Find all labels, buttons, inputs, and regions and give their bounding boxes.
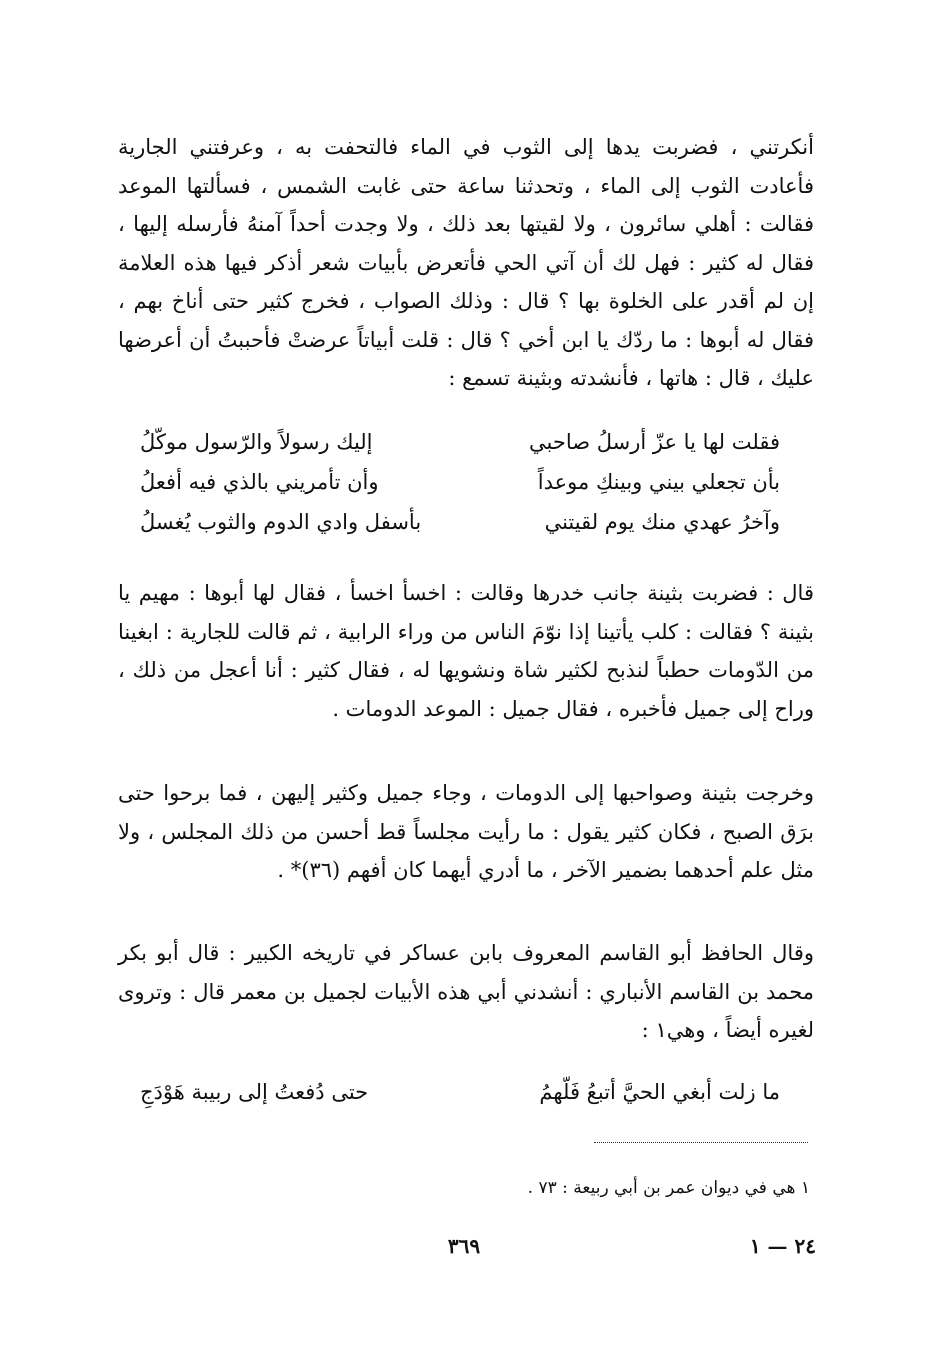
verse-second-hemistich: بأسفل وادي الدوم والثوب يُغسلُ [140, 510, 422, 534]
footnote: ١ هي في ديوان عمر بن أبي ربيعة : ٧٣ . [527, 1178, 810, 1198]
paragraph-text: قال : فضربت بثينة جانب خدرها وقالت : اخسأ اخسأ ، فقال لها أبوها : مهيم يا بثينة ؟ فقالت : كلب يأتينا إذا نوّمَ الناس من وراء الرابية ، ثم قالت للجارية : ابغينا من الدّومات حطباً لنذبح لكثير شاة ونشويها له ، فقال كثير : أنا أعجل من ذلك ، وراح إلى جميل فأخبره ، فقال جميل : الموعد الدومات . [118, 581, 814, 721]
verse-second-hemistich: حتى دُفعتُ إلى ربيبة هَوْدَجِ [140, 1080, 369, 1104]
verse-line [140, 1080, 780, 1120]
paragraph-text: وخرجت بثينة وصواحبها إلى الدومات ، وجاء جميل وكثير إليهن ، فما برحوا حتى برَق الصبح ، فكان كثير يقول : ما رأيت مجلساً قط أحسن من ذلك المجلس ، ولا مثل علم أحدهما بضمير الآخر ، ما أدري أيهما كان أفهم (٣٦)* . [118, 781, 814, 882]
paragraph-text: أنكرتني ، فضربت يدها إلى الثوب في الماء فالتحفت به ، وعرفتني الجارية فأعادت الثوب إلى الماء ، وتحدثنا ساعة حتى غابت الشمس ، فسألتها الموعد فقالت : أهلي سائرون ، ولا لقيتها بعد ذلك ، ولا وجدت أحداً آمنهُ فأرسله إليها ، فقال له كثير : فهل لك أن آتي الحي فأتعرض بأبيات شعر أذكر فيها هذه العلامة إن لم أقدر على الخلوة بها ؟ قال : وذلك الصواب ، فخرج كثير حتى أناخ بهم ، فقال له أبوها : ما ردّك يا ابن أخي ؟ قال : قلت أبياتاً عرضتْ فأحببتُ أن أعرضها عليك ، قال : هاتها ، فأنشدته وبثينة تسمع : [118, 135, 814, 390]
paragraph-4 [118, 934, 814, 1050]
footnote-divider [594, 1142, 808, 1143]
poem-block-2 [140, 1080, 780, 1120]
paragraph-3 [118, 774, 814, 890]
verse-first-hemistich: بأن تجعلي بيني وبينكِ موعداً [537, 470, 780, 494]
verse-second-hemistich: وأن تأمريني بالذي فيه أفعلُ [140, 470, 379, 494]
signature-mark: ٢٤ — ١ [749, 1234, 816, 1258]
verse-line [140, 430, 780, 470]
verse-first-hemistich: ما زلت أبغي الحيَّ أتبعُ فَلّهمُ [539, 1080, 780, 1104]
paragraph-text: وقال الحافظ أبو القاسم المعروف بابن عساكر في تاريخه الكبير : قال أبو بكر محمد بن القاسم الأنباري : أنشدني أبي هذه الأبيات لجميل بن معمر قال : وتروى لغيره أيضاً ، وهي١ : [118, 941, 815, 1042]
verse-second-hemistich: إليك رسولاً والرّسول موكّلُ [140, 430, 373, 454]
paragraph-1 [118, 128, 814, 398]
page-number: ٣٦٩ [447, 1234, 481, 1258]
verse-line [140, 470, 780, 510]
verse-first-hemistich: وآخرُ عهدي منك يوم لقيتني [544, 510, 780, 534]
paragraph-2 [118, 574, 814, 728]
poem-block-1 [140, 430, 780, 550]
verse-line [140, 510, 780, 550]
verse-first-hemistich: فقلت لها يا عزّ أرسلُ صاحبي [529, 430, 780, 454]
